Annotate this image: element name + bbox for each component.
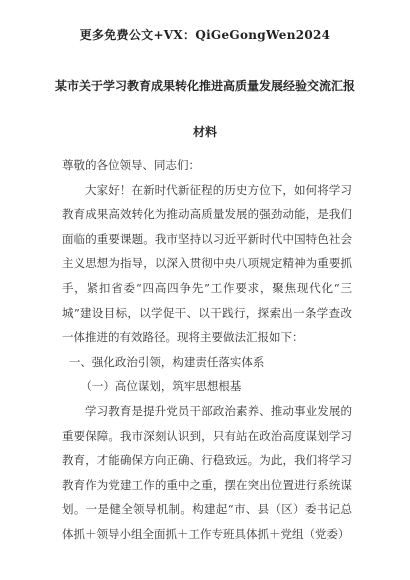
document-title: 某市关于学习教育成果转化推进高质量发展经验交流汇报: [54, 79, 355, 93]
section-heading: 一、强化政治引领，构建责任落实体系: [68, 354, 265, 369]
paragraph: 大家好！在新时代新征程的历史方位下，如何将学习教育成果高效转化为推动高质量发展的强劲动能，是我们面临的重要课题。我市坚持以习近平新时代中国特色社会主义思想为指导，以深入贯彻中央八项规定精神为重要抓手，紧扣省委“四高四争先”工作要求，聚焦现代化“三城”建设目标，以学促干、以干践行，探索出一条学查改一体推进的有效路径。现将主要做法汇报如下：: [62, 182, 352, 345]
paragraph: 学习教育是提升党员干部政治素养、推动事业发展的重要保障。我市深刻认识到，只有站在政治高度谋划学习教育，才能确保方向正确、行稳致远。为此，我们将学习教育作为党建工作的重中之重，摆在突出位置进行系统谋划。一是健全领导机制。构建起“市、县（区）委书记总体抓＋领导小组全面抓＋工作专班具体抓＋党组（党委）: [62, 403, 352, 541]
salutation: 尊敬的各位领导、同志们：: [62, 158, 200, 172]
document-body: [62, 153, 352, 547]
document-subtitle: 材料: [192, 125, 217, 139]
subsection-heading: （一）高位谋划，筑牢思想根基: [80, 379, 242, 394]
banner-text: 更多免费公文+VX：QiGeGongWen2024: [79, 28, 331, 42]
